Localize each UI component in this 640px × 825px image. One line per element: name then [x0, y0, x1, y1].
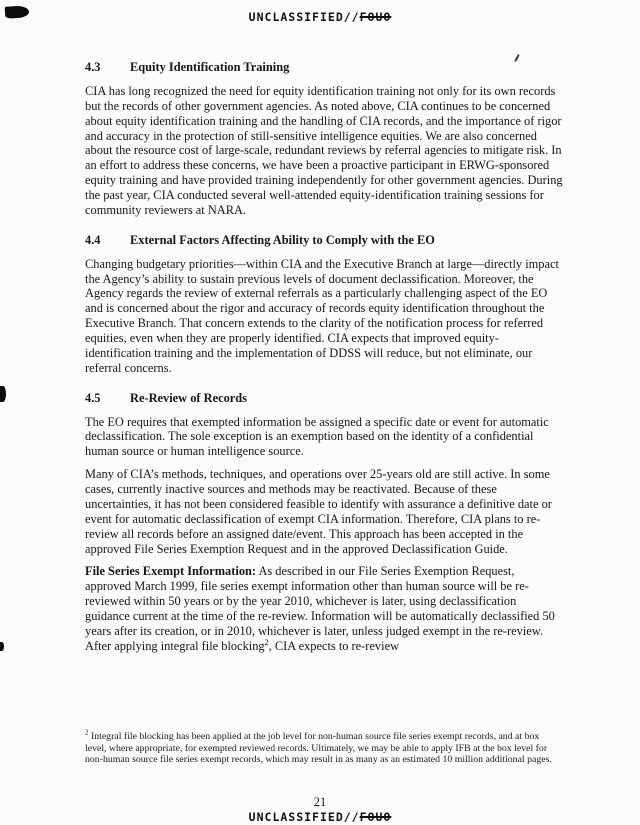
- section-number: 4.5: [85, 390, 101, 405]
- section-number: 4.3: [85, 60, 101, 74]
- footnote: [85, 728, 557, 766]
- classification-prefix: UNCLASSIFIED//: [248, 810, 360, 824]
- section-heading-4-4: [85, 233, 563, 248]
- classification-footer: [0, 810, 640, 824]
- footnote-text: Integral file blocking has been applied at the job level for non-human source file series exempt records, and at box level, where appropriate, for exempted reviewed records. Ultimately, we may be able to apply IFB at the box level for non-human source file series exempt records, which may result in as many as an estimated 10 million additional pages.: [85, 731, 552, 766]
- scan-artifact-left-edge-2: [0, 642, 4, 651]
- footnote-reference: 2: [264, 637, 269, 647]
- classification-header: [0, 10, 640, 24]
- file-series-lead: File Series Exempt Information:: [85, 564, 257, 579]
- paragraph-4-4: Changing budgetary priorities—within CIA and the Executive Branch at large—directly impact the Agency’s ability to sustain previous levels of document declassification. Moreover, the Agency regards the review of external referrals as a particularly challenging aspect of the EO and is concerned about the rigor and accuracy of records equity identification throughout the Executive Branch. That concern extends to the clarity of the notification process for referred equities, even when they are properly identified. CIA expects that improved equity-identification training and the implementation of DDSS will reduce, but not eliminate, our referral concerns.: [85, 256, 559, 375]
- section-heading-4-3: [85, 60, 563, 75]
- page-number: 21: [313, 795, 327, 809]
- section-title: Re-Review of Records: [130, 390, 247, 405]
- section-number: 4.4: [85, 232, 101, 247]
- classification-prefix: UNCLASSIFIED//: [248, 10, 360, 24]
- file-series-text: As described in our File Series Exemption Request, approved March 1999, file series exempt information other than human source will be re-reviewed within 50 years or by the year 2010, whichever is later, using declassification guidance current at the time of the re-review. Information will be automatically declassified 50 years after its creation, or in 2010, whichever is later, unless judged exempt in the re-review. After applying integral file blocking: [85, 564, 555, 653]
- section-title: External Factors Affecting Ability to Comply with the EO: [130, 232, 435, 247]
- section-title: Equity Identification Training: [130, 60, 290, 74]
- classification-struck-fouo: FOUO: [359, 10, 392, 24]
- paragraph-4-5-a: The EO requires that exempted information be assigned a specific date or event for automatic declassification. The sole exception is an exemption based on the identity of a confidential human source or human intelligence source.: [85, 414, 549, 459]
- classification-struck-fouo: FOUO: [359, 810, 392, 824]
- document-body: [85, 60, 563, 662]
- footnote-marker: 2: [85, 728, 89, 737]
- paragraph-4-5-b: Many of CIA’s methods, techniques, and operations over 25-years old are still active. In some cases, currently inactive sources and methods may be reactivated. Because of these uncertainties, it has not been considered feasible to identify with assurance a definitive date or event for automatic declassification of exempt CIA information. Therefore, CIA plans to re-review all records before an assigned date/event. This approach has been accepted in the approved File Series Exemption Request and in the approved Declassification Guide.: [85, 467, 552, 556]
- section-heading-4-5: [85, 391, 563, 406]
- paragraph-4-3: CIA has long recognized the need for equity identification training not only for its own records but the records of other government agencies. As noted above, CIA continues to be concerned about equity identification training and the handling of CIA records, and the importance of rigor and accuracy in the protection of still-sensitive intelligence equities. We are also concerned about the resource cost of large-scale, redundant reviews by referral agencies to mitigate risk. In an effort to address these concerns, we have been a proactive participant in ERWG-sponsored equity training and have provided training independently for other government agencies. During the past year, CIA conducted several well-attended equity-identification training sessions for community reviewers at NARA.: [85, 83, 563, 217]
- paragraph-file-series: [85, 564, 563, 653]
- file-series-text-end: , CIA expects to re-review: [268, 638, 400, 653]
- scan-artifact-left-edge: [0, 386, 6, 402]
